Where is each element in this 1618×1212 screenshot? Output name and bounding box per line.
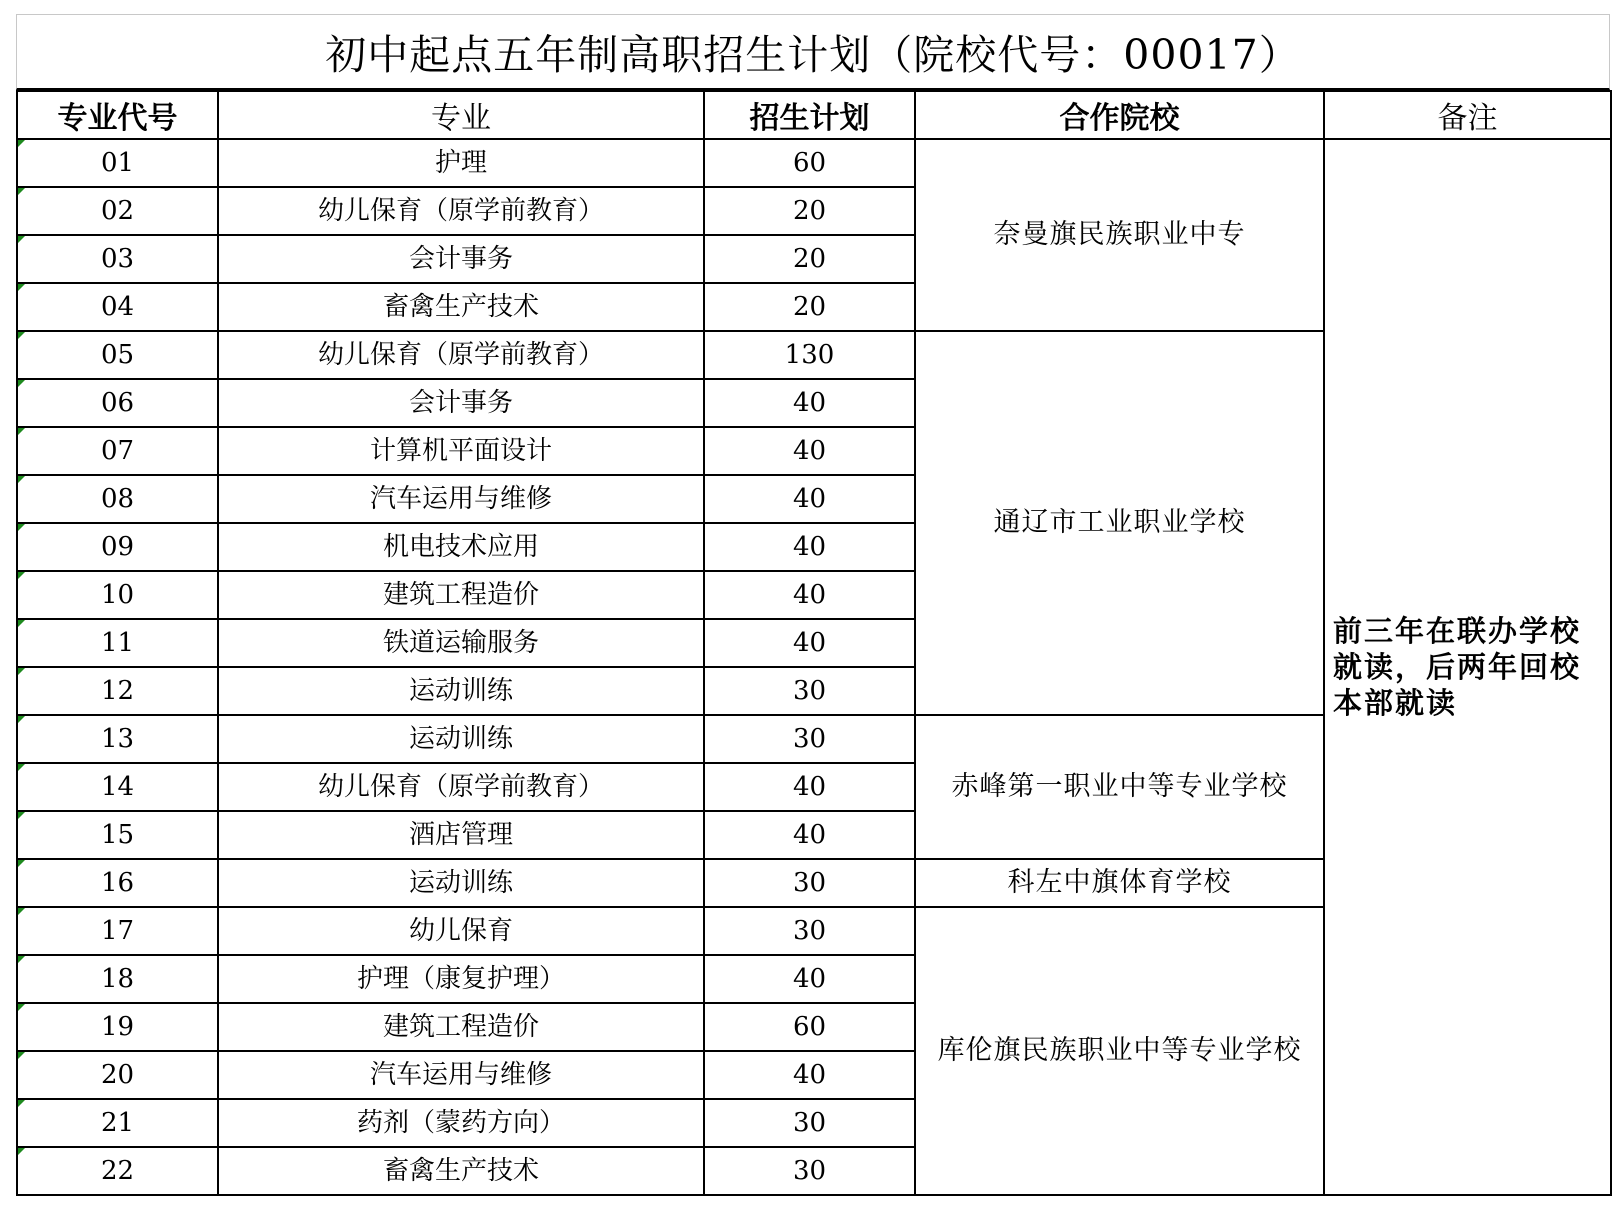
cell-comment-marker <box>18 716 25 723</box>
major-code-cell: 03 <box>17 235 218 283</box>
cell-comment-marker <box>18 956 25 963</box>
major-code-cell: 14 <box>17 763 218 811</box>
major-name-cell: 运动训练 <box>218 715 704 763</box>
cell-comment-marker <box>18 236 25 243</box>
major-code-cell: 11 <box>17 619 218 667</box>
major-name-cell: 畜禽生产技术 <box>218 283 704 331</box>
major-name-cell: 幼儿保育 <box>218 907 704 955</box>
enrollment-plan-cell: 20 <box>704 283 915 331</box>
cell-comment-marker <box>18 524 25 531</box>
partner-school-cell: 赤峰第一职业中等专业学校 <box>915 715 1324 859</box>
major-name-cell: 幼儿保育（原学前教育） <box>218 331 704 379</box>
cell-comment-marker <box>18 1004 25 1011</box>
spreadsheet <box>16 14 1610 1196</box>
major-code-cell: 09 <box>17 523 218 571</box>
cell-comment-marker <box>18 620 25 627</box>
sheet-title: 初中起点五年制高职招生计划（院校代号：00017） <box>16 14 1610 90</box>
enrollment-plan-cell: 30 <box>704 859 915 907</box>
major-code-cell: 08 <box>17 475 218 523</box>
enrollment-plan-cell: 40 <box>704 475 915 523</box>
enrollment-plan-cell: 40 <box>704 619 915 667</box>
note-cell: 前三年在联办学校就读，后两年回校本部就读 <box>1324 139 1611 1195</box>
major-name-cell: 运动训练 <box>218 859 704 907</box>
header-note: 备注 <box>1324 91 1611 139</box>
enrollment-plan-cell: 130 <box>704 331 915 379</box>
major-code-cell: 02 <box>17 187 218 235</box>
cell-comment-marker <box>18 380 25 387</box>
header-school: 合作院校 <box>915 91 1324 139</box>
enrollment-plan-cell: 60 <box>704 1003 915 1051</box>
cell-comment-marker <box>18 1100 25 1107</box>
cell-comment-marker <box>18 812 25 819</box>
enrollment-plan-cell: 30 <box>704 667 915 715</box>
major-code-cell: 21 <box>17 1099 218 1147</box>
major-name-cell: 护理（康复护理） <box>218 955 704 1003</box>
cell-comment-marker <box>18 764 25 771</box>
enrollment-plan-cell: 40 <box>704 379 915 427</box>
major-code-cell: 06 <box>17 379 218 427</box>
cell-comment-marker <box>18 284 25 291</box>
major-name-cell: 药剂（蒙药方向） <box>218 1099 704 1147</box>
major-name-cell: 机电技术应用 <box>218 523 704 571</box>
cell-comment-marker <box>18 668 25 675</box>
enrollment-plan-cell: 30 <box>704 907 915 955</box>
enrollment-plan-cell: 20 <box>704 187 915 235</box>
major-code-cell: 19 <box>17 1003 218 1051</box>
cell-comment-marker <box>18 140 25 147</box>
header-major: 专业 <box>218 91 704 139</box>
partner-school-cell: 库伦旗民族职业中等专业学校 <box>915 907 1324 1195</box>
major-code-cell: 12 <box>17 667 218 715</box>
enrollment-plan-cell: 30 <box>704 1099 915 1147</box>
major-code-cell: 05 <box>17 331 218 379</box>
major-code-cell: 07 <box>17 427 218 475</box>
enrollment-plan-cell: 40 <box>704 571 915 619</box>
enrollment-plan-cell: 40 <box>704 811 915 859</box>
enrollment-plan-cell: 30 <box>704 715 915 763</box>
enrollment-plan-cell: 40 <box>704 763 915 811</box>
header-plan: 招生计划 <box>704 91 915 139</box>
major-code-cell: 22 <box>17 1147 218 1195</box>
major-code-cell: 13 <box>17 715 218 763</box>
major-name-cell: 酒店管理 <box>218 811 704 859</box>
major-name-cell: 幼儿保育（原学前教育） <box>218 763 704 811</box>
major-name-cell: 计算机平面设计 <box>218 427 704 475</box>
major-name-cell: 建筑工程造价 <box>218 571 704 619</box>
major-name-cell: 会计事务 <box>218 235 704 283</box>
cell-comment-marker <box>18 428 25 435</box>
header-code: 专业代号 <box>17 91 218 139</box>
cell-comment-marker <box>18 1052 25 1059</box>
cell-comment-marker <box>18 860 25 867</box>
table-row <box>17 139 1611 187</box>
cell-comment-marker <box>18 332 25 339</box>
major-code-cell: 16 <box>17 859 218 907</box>
major-code-cell: 17 <box>17 907 218 955</box>
enrollment-plan-cell: 20 <box>704 235 915 283</box>
major-name-cell: 铁道运输服务 <box>218 619 704 667</box>
major-name-cell: 护理 <box>218 139 704 187</box>
major-name-cell: 汽车运用与维修 <box>218 1051 704 1099</box>
major-code-cell: 18 <box>17 955 218 1003</box>
major-name-cell: 会计事务 <box>218 379 704 427</box>
major-name-cell: 畜禽生产技术 <box>218 1147 704 1195</box>
enrollment-plan-cell: 30 <box>704 1147 915 1195</box>
enrollment-plan-cell: 40 <box>704 1051 915 1099</box>
cell-comment-marker <box>18 188 25 195</box>
enrollment-plan-cell: 40 <box>704 523 915 571</box>
major-name-cell: 建筑工程造价 <box>218 1003 704 1051</box>
partner-school-cell: 通辽市工业职业学校 <box>915 331 1324 715</box>
enrollment-plan-cell: 60 <box>704 139 915 187</box>
major-code-cell: 10 <box>17 571 218 619</box>
partner-school-cell: 奈曼旗民族职业中专 <box>915 139 1324 331</box>
partner-school-cell: 科左中旗体育学校 <box>915 859 1324 907</box>
major-code-cell: 04 <box>17 283 218 331</box>
cell-comment-marker <box>18 572 25 579</box>
major-name-cell: 汽车运用与维修 <box>218 475 704 523</box>
header-row <box>17 91 1611 139</box>
major-code-cell: 01 <box>17 139 218 187</box>
table-body <box>17 139 1611 1195</box>
major-name-cell: 运动训练 <box>218 667 704 715</box>
enrollment-plan-cell: 40 <box>704 427 915 475</box>
cell-comment-marker <box>18 476 25 483</box>
cell-comment-marker <box>18 1148 25 1155</box>
cell-comment-marker <box>18 908 25 915</box>
enrollment-plan-cell: 40 <box>704 955 915 1003</box>
major-code-cell: 20 <box>17 1051 218 1099</box>
major-code-cell: 15 <box>17 811 218 859</box>
enrollment-plan-table <box>16 90 1612 1196</box>
major-name-cell: 幼儿保育（原学前教育） <box>218 187 704 235</box>
